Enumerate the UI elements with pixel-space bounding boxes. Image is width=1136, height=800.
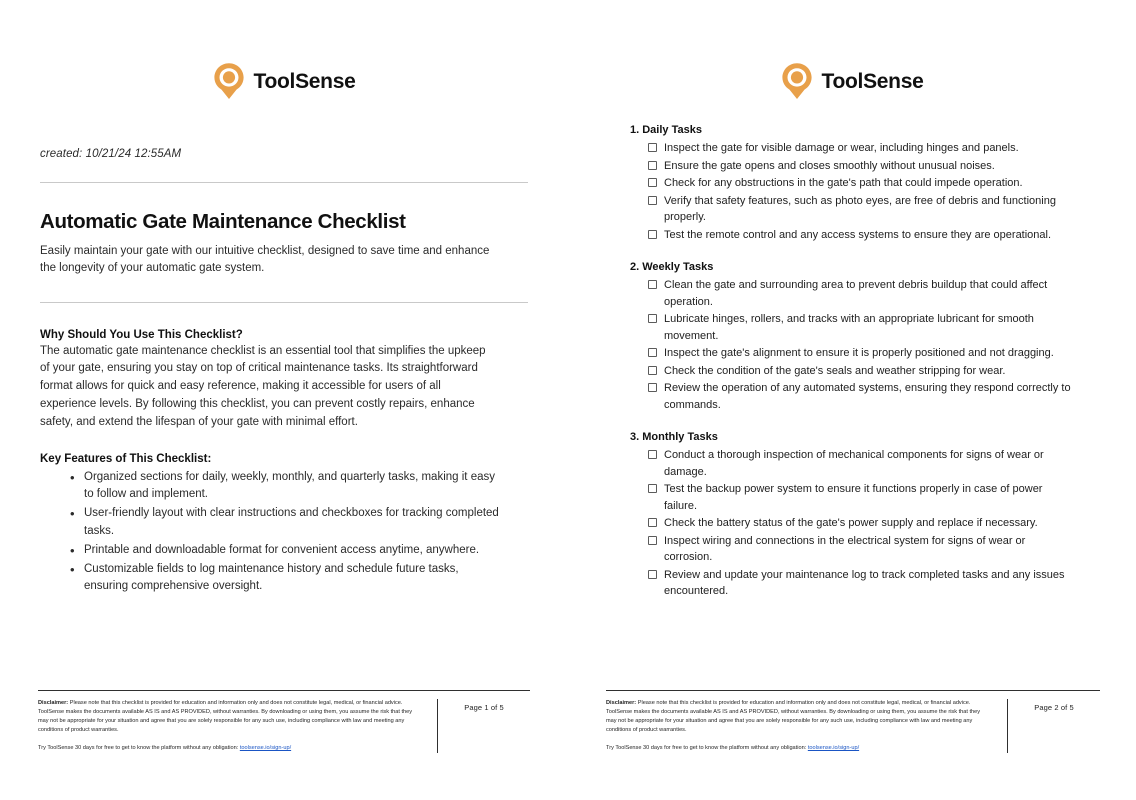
checkbox[interactable] — [648, 536, 657, 545]
page-2-content — [568, 124, 1136, 600]
features-list — [40, 469, 528, 597]
map-pin-icon — [781, 62, 813, 100]
task-label: Lubricate hinges, rollers, and tracks with an appropriate lubricant for smooth movement. — [664, 313, 1034, 342]
task-label: Check the condition of the gate's seals and weather stripping for wear. — [664, 364, 1006, 377]
brand-name: ToolSense — [253, 69, 356, 93]
task-label: Review the operation of any automated systems, ensuring they respond correctly to commands. — [664, 382, 1071, 411]
task-label: Test the backup power system to ensure it functions properly in case of power failure. — [664, 483, 1043, 512]
task-row[interactable] — [630, 447, 1136, 480]
list-item: • User-friendly layout with clear instructions and checkboxes for tracking completed tasks. — [70, 505, 504, 541]
why-section-heading: Why Should You Use This Checklist? — [40, 328, 243, 341]
checkbox[interactable] — [648, 196, 657, 205]
task-label: Clean the gate and surrounding area to prevent debris buildup that could affect operation. — [664, 279, 1048, 308]
why-section-body: The automatic gate maintenance checklist is an essential tool that simplifies the upkeep of your gate, ensuring you stay on top of critical maintenance tasks. Its straightforward format allows for quick and easy reference, making it accessible for users of all experience levels. By following this checklist, you can prevent costly repairs, enhance safety, and extend the lifespan of your gate with minimal effort. — [40, 344, 486, 428]
checkbox[interactable] — [648, 366, 657, 375]
task-label: Conduct a thorough inspection of mechanical components for signs of wear or damage. — [664, 449, 1044, 478]
page-title: Automatic Gate Maintenance Checklist — [40, 210, 406, 233]
disclaimer-label: Disclaimer: — [606, 699, 637, 706]
document-page-2 — [568, 0, 1136, 800]
task-row[interactable] — [630, 193, 1136, 226]
disclaimer-text — [606, 699, 984, 735]
brand-logo — [0, 0, 568, 100]
page-number-cell — [437, 699, 530, 753]
signup-link[interactable]: toolsense.io/sign-up/ — [807, 745, 860, 752]
task-row[interactable] — [630, 515, 1136, 532]
footer-text-block — [606, 699, 1007, 753]
disclaimer-text — [38, 699, 416, 735]
page-number-cell — [1007, 699, 1100, 753]
task-section-daily — [630, 124, 1136, 243]
checkbox[interactable] — [648, 348, 657, 357]
task-row[interactable] — [630, 380, 1136, 413]
page-2-footer — [568, 690, 1136, 753]
task-row[interactable] — [630, 533, 1136, 566]
checkbox[interactable] — [648, 161, 657, 170]
divider-middle — [40, 302, 528, 303]
task-row[interactable] — [630, 140, 1136, 157]
task-row[interactable] — [630, 158, 1136, 175]
checkbox[interactable] — [648, 450, 657, 459]
list-item: • Printable and downloadable format for convenient access anytime, anywhere. — [70, 542, 504, 560]
checkbox[interactable] — [648, 230, 657, 239]
signup-link[interactable]: toolsense.io/sign-up/ — [239, 745, 292, 752]
brand-name: ToolSense — [821, 69, 924, 93]
task-row[interactable] — [630, 567, 1136, 600]
task-section-weekly — [630, 261, 1136, 413]
task-label: Inspect the gate for visible damage or wear, including hinges and panels. — [664, 142, 1019, 154]
checkbox[interactable] — [648, 484, 657, 493]
task-row[interactable] — [630, 175, 1136, 192]
footer-text-block — [38, 699, 437, 753]
task-label: Inspect the gate's alignment to ensure it is properly positioned and not dragging. — [664, 347, 1054, 359]
checkbox[interactable] — [648, 383, 657, 392]
checkbox[interactable] — [648, 178, 657, 187]
task-label: Ensure the gate opens and closes smoothly without unusual noises. — [664, 159, 995, 172]
checkbox[interactable] — [648, 570, 657, 579]
page-subtitle: Easily maintain your gate with our intuitive checklist, designed to save time and enhance the longevity of your automatic gate system. — [40, 244, 490, 275]
disclaimer-label: Disclaimer: — [38, 699, 69, 706]
task-label: Check for any obstructions in the gate's path that could impede operation. — [664, 177, 1023, 189]
section-title: 1. Daily Tasks — [630, 124, 702, 136]
map-pin-icon — [213, 62, 245, 100]
task-row[interactable] — [630, 345, 1136, 362]
task-row[interactable] — [630, 227, 1136, 244]
task-row[interactable] — [630, 363, 1136, 380]
task-label: Verify that safety features, such as photo eyes, are free of debris and functioning properly. — [664, 194, 1056, 223]
trial-text — [38, 744, 427, 753]
page-number: Page 1 of 5 — [464, 702, 504, 712]
page-number: Page 2 of 5 — [1034, 702, 1074, 712]
footer-divider — [38, 690, 530, 691]
features-heading: Key Features of This Checklist: — [40, 452, 212, 465]
disclaimer-body: Please note that this checklist is provided for education and information only and does not constitute legal, medical, or financial advice. ToolSense makes the documents available AS IS and AS PROVIDED, without warranties. By downloading or using them, you assume the risk that they may not be appropriate for your situation and agree that you are solely responsible for any such use, including compliance with law and meeting any conditions of product warranties. — [38, 699, 413, 734]
task-row[interactable] — [630, 277, 1136, 310]
task-label: Test the remote control and any access systems to ensure they are operational. — [664, 228, 1052, 241]
task-row[interactable] — [630, 311, 1136, 344]
created-timestamp: created: 10/21/24 12:55AM — [40, 148, 182, 160]
task-row[interactable] — [630, 481, 1136, 514]
checkbox[interactable] — [648, 143, 657, 152]
list-item: • Customizable fields to log maintenance history and schedule future tasks, ensuring comprehensive oversight. — [70, 561, 504, 597]
disclaimer-body: Please note that this checklist is provided for education and information only and does not constitute legal, medical, or financial advice. ToolSense makes the documents available AS IS and AS PROVIDED, without warranties. By downloading or using them, you assume the risk that they may not be appropriate for your situation and agree that you are solely responsible for any such use, including compliance with law and meeting any conditions of product warranties. — [606, 699, 981, 734]
section-title: 3. Monthly Tasks — [630, 431, 718, 443]
checkbox[interactable] — [648, 280, 657, 289]
divider-top — [40, 182, 528, 183]
list-item: • Organized sections for daily, weekly, monthly, and quarterly tasks, making it easy to follow and implement. — [70, 469, 504, 505]
checkbox[interactable] — [648, 518, 657, 527]
task-section-monthly — [630, 431, 1136, 600]
trial-text — [606, 744, 997, 753]
footer-divider — [606, 690, 1100, 691]
page-1-footer — [0, 690, 568, 753]
section-title: 2. Weekly Tasks — [630, 261, 714, 273]
checkbox[interactable] — [648, 314, 657, 323]
task-label: Check the battery status of the gate's power supply and replace if necessary. — [664, 517, 1038, 529]
trial-label: Try ToolSense 30 days for free to get to know the platform without any obligation: — [606, 745, 808, 752]
task-label: Inspect wiring and connections in the electrical system for signs of wear or corrosion. — [664, 534, 1026, 563]
trial-label: Try ToolSense 30 days for free to get to know the platform without any obligation: — [38, 745, 240, 752]
task-label: Review and update your maintenance log to track completed tasks and any issues encountered. — [664, 568, 1065, 597]
page-1-content — [0, 148, 568, 596]
brand-logo — [568, 0, 1136, 100]
